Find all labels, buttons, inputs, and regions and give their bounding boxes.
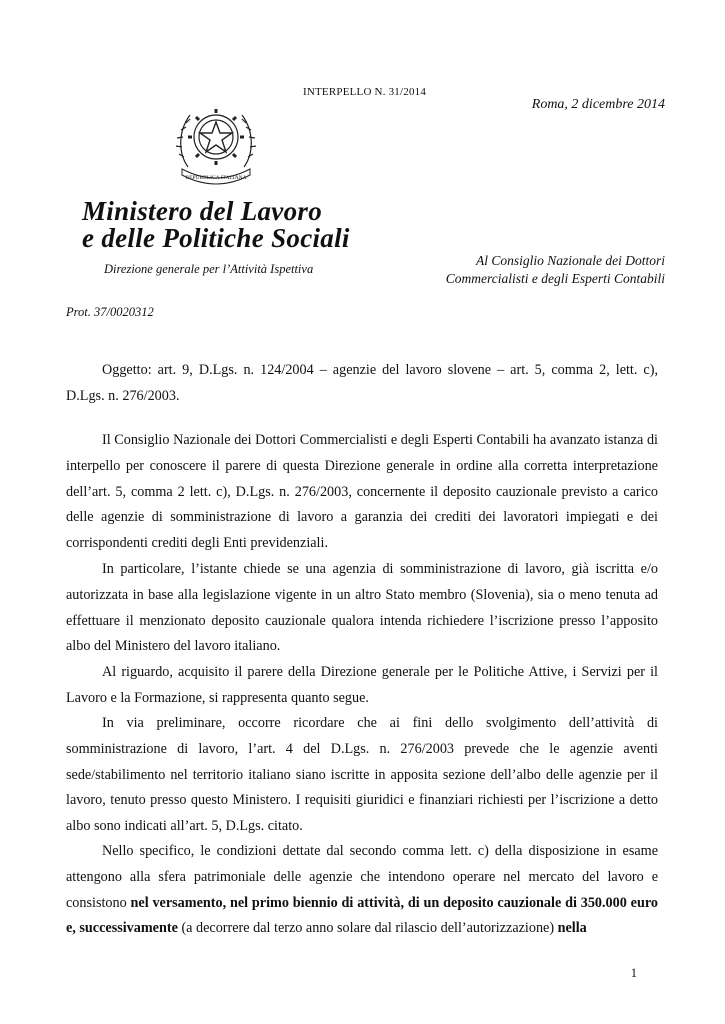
paragraph-text: Al riguardo, acquisito il parere della Direzione generale per le Politiche Attive, i Servizi per il Lavoro e la Formazione, si rappresenta quanto segue. [66, 664, 658, 706]
ministry-name-line2: e delle Politiche Sociali [82, 223, 350, 253]
recipient-line2: Commercialisti e degli Esperti Contabili [445, 271, 665, 286]
paragraph-text [66, 839, 658, 942]
italian-republic-emblem [170, 95, 262, 187]
protocol-number: Prot. 37/0020312 [66, 305, 154, 319]
paragraph-5-part-c: (a decorrere dal terzo anno solare dal rilascio dell’autorizzazione) [177, 920, 558, 937]
emblem-ribbon-text: REPUBBLICA ITALIANA [185, 175, 247, 181]
document-number: INTERPELLO N. 31/2014 [303, 86, 427, 98]
directorate-name: Direzione generale per l’Attività Ispettiva [104, 262, 314, 276]
paragraph-4 [66, 711, 658, 840]
paragraph-2 [66, 557, 658, 660]
paragraph-text: In particolare, l’istante chiede se una agenzia di somministrazione di lavoro, già iscritta e/o autorizzata in base alla legislazione vigente in un altro Stato membro (Slovenia), sia o meno tenuta ad effettuare il menzionato deposito cauzionale qualora intenda richiedere l’iscrizione presso l’apposito albo del Ministero del lavoro italiano. [66, 561, 658, 655]
paragraph-3 [66, 660, 658, 712]
page-number: 1 [630, 966, 637, 980]
recipient-block [365, 252, 665, 288]
ministry-logotype [82, 198, 350, 252]
recipient-line1: Al Consiglio Nazionale dei Dottori [475, 253, 665, 268]
paragraph-5-bold-d: nella [557, 920, 587, 937]
paragraph-text: Il Consiglio Nazionale dei Dottori Commercialisti e degli Esperti Contabili ha avanzato istanza di interpello per conoscere il parere di questa Direzione generale in ordine alla corretta interpretazione dell’art. 5, comma 2 lett. c), D.Lgs. n. 276/2003, concernente il deposito cauzionale previsto a carico delle agenzie di somministrazione di lavoro a garanzia dei crediti dei lavoratori impiegati e dei corrispondenti crediti degli Enti previdenziali. [66, 432, 658, 552]
paragraph-5-bold-b: nel versamento, nel primo biennio di attività, di un deposito cauzionale di 350.000 euro e, successivamente [66, 894, 658, 937]
paragraph-text: In via preliminare, occorre ricordare che ai fini dello svolgimento dell’attività di somministrazione di lavoro, l’art. 4 del D.Lgs. n. 276/2003 prevede che le agenzie aventi sede/stabilimento nel territorio italiano siano iscritte in apposita sezione dell’albo delle agenzie per il lavoro, tenuto presso questo Ministero. I requisiti giuridici e finanziari richiesti per l’iscrizione a detto albo sono indicati all’art. 5, D.Lgs. citato. [66, 715, 658, 835]
paragraph-5-part-a: Nello specifico, le condizioni dettate dal secondo comma lett. c) della disposizione in esame attengono alla sfera patrimoniale delle agenzie che intendono operare nel mercato del lavoro e consistono [66, 843, 658, 911]
document-date: Roma, 2 dicembre 2014 [531, 97, 665, 112]
ministry-name-line1: Ministero del Lavoro [82, 196, 322, 226]
paragraph-5 [66, 839, 658, 942]
paragraph-1 [66, 428, 658, 557]
subject-text: Oggetto: art. 9, D.Lgs. n. 124/2004 – agenzie del lavoro slovene – art. 5, comma 2, lett. c), D.Lgs. n. 276/2003. [66, 362, 658, 404]
subject-line [66, 358, 658, 410]
